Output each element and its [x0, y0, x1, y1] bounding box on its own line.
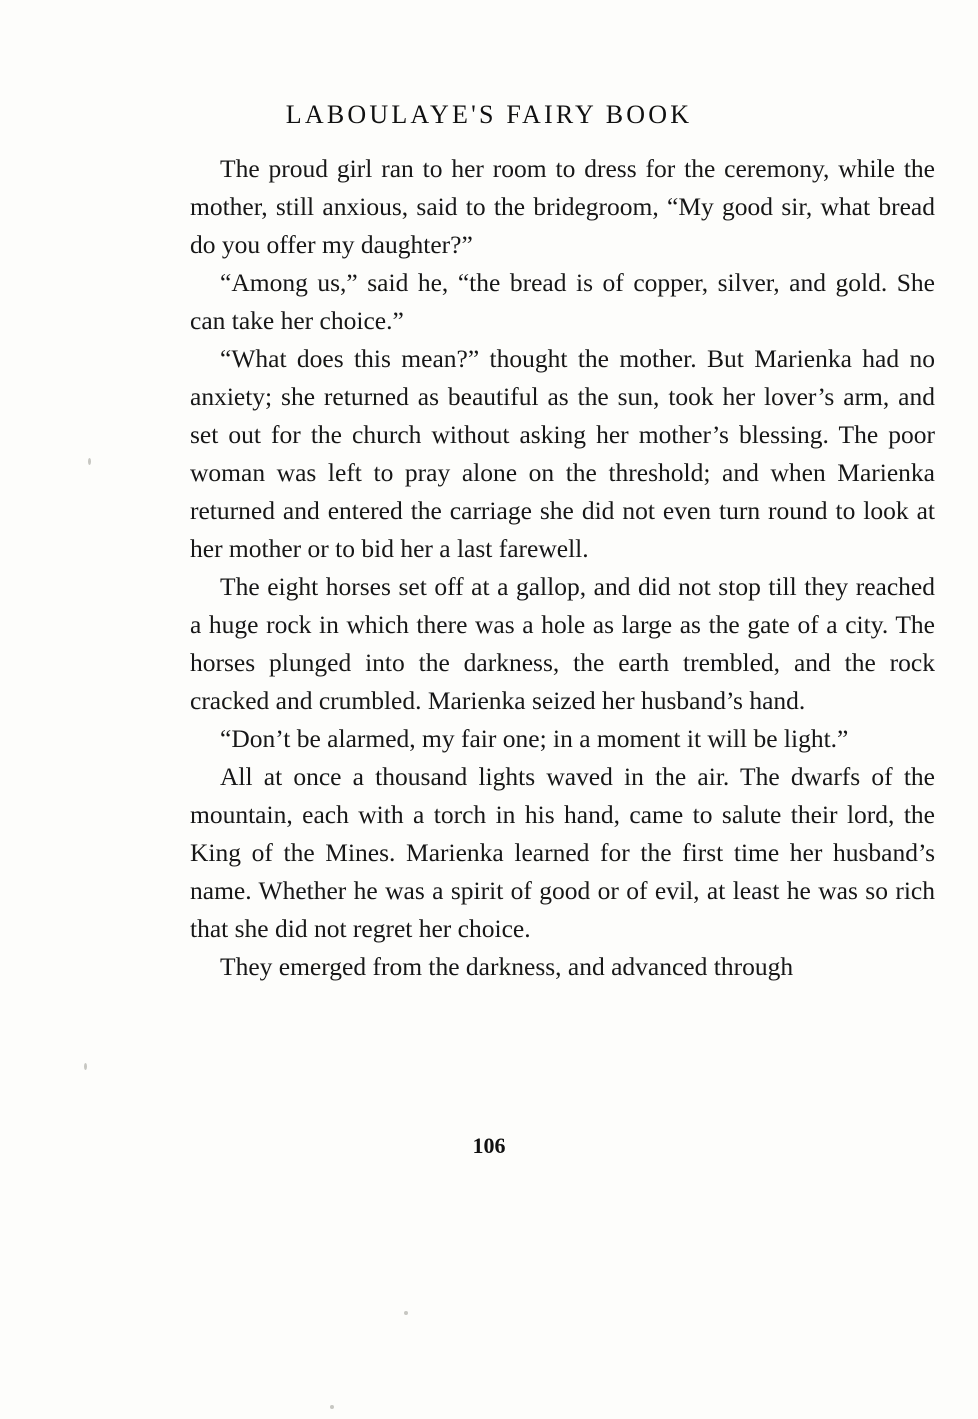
paragraph [190, 758, 935, 948]
paragraph-text: All at once a thousand lights waved in the air. The dwarfs of the mountain, each with a torch in his hand, came to salute their lord, the King of the Mines. Marienka learned for the first time her husband’s name. Whether he was a spirit of good or of evil, at least he was so rich that she did not regret her choice. [190, 762, 935, 943]
paragraph [190, 340, 935, 568]
body-text [190, 150, 935, 986]
paragraph [190, 568, 935, 720]
paragraph-text: The proud girl ran to her room to dress for the ceremony, while the mother, still anxious, said to the bridegroom, “My good sir, what bread do you offer my daughter?” [190, 154, 935, 259]
page-number: 106 [472, 1133, 506, 1158]
print-speck [404, 1311, 408, 1315]
print-speck [330, 1405, 334, 1409]
paragraph [190, 264, 935, 340]
paragraph [190, 720, 935, 758]
paragraph-text: “What does this mean?” thought the mother. But Marienka had no anxiety; she returned as beautiful as the sun, took her lover’s arm, and set out for the church without asking her mother’s blessing. The poor woman was left to pray alone on the threshold; and when Marienka returned and entered the carriage she did not even turn round to look at her mother or to bid her a last farewell. [190, 344, 935, 563]
print-speck [88, 458, 91, 465]
paragraph-text: “Among us,” said he, “the bread is of copper, silver, and gold. She can take her choice.” [190, 268, 935, 335]
print-speck [84, 1063, 87, 1070]
running-head: LABOULAYE'S FAIRY BOOK [285, 100, 693, 129]
paragraph-text: The eight horses set off at a gallop, and did not stop till they reached a huge rock in which there was a hole as large as the gate of a city. The horses plunged into the darkness, the earth trembled, and the rock cracked and crumbled. Marienka seized her husband’s hand. [190, 572, 935, 715]
paragraph [190, 948, 935, 986]
paragraph [190, 150, 935, 264]
paragraph-text: They emerged from the darkness, and advanced through [220, 952, 794, 981]
paragraph-text: “Don’t be alarmed, my fair one; in a moment it will be light.” [220, 724, 849, 753]
